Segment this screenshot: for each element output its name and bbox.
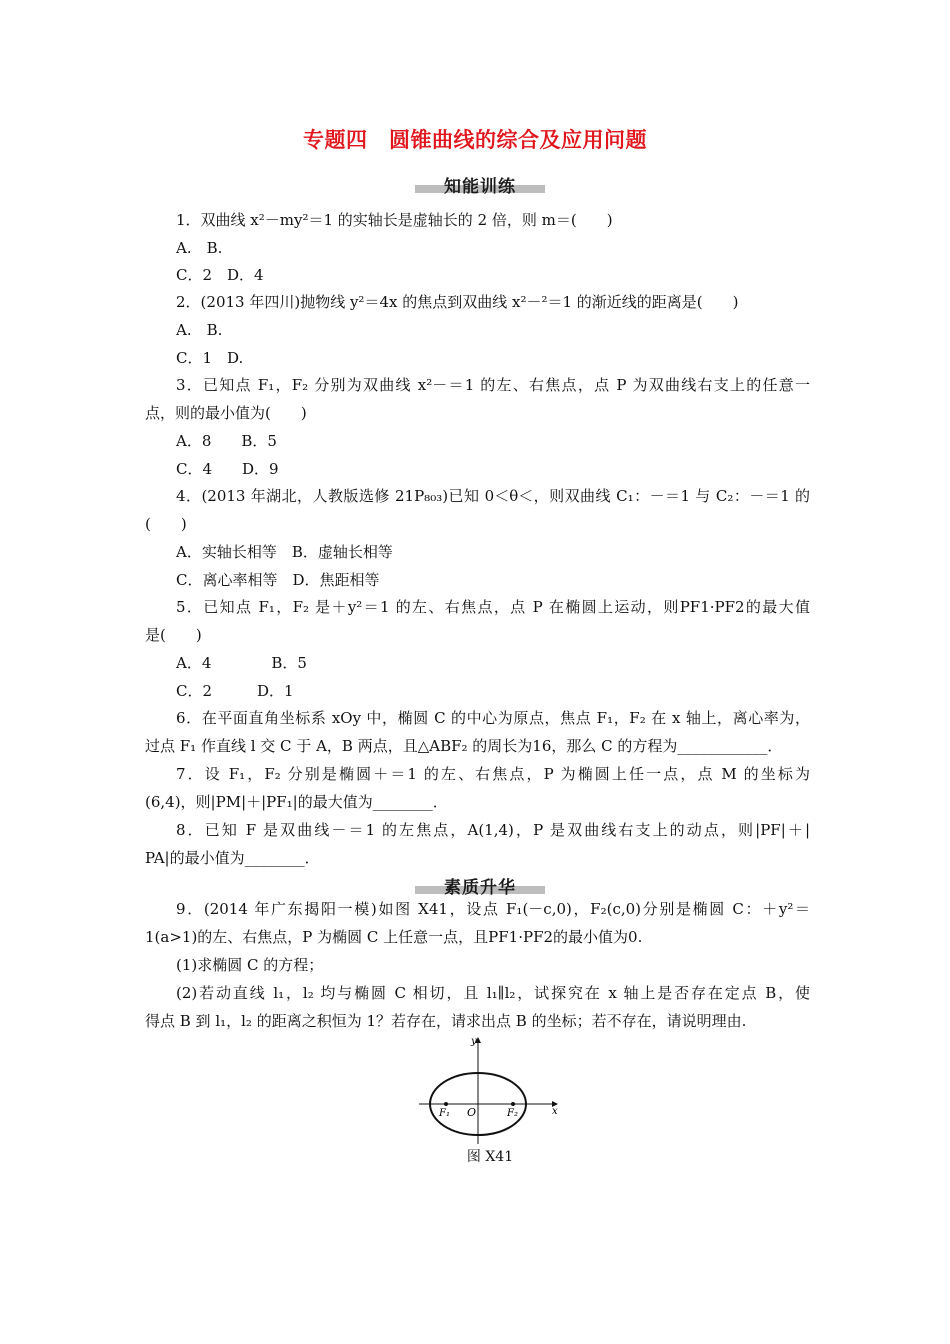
figure-caption: 图 X41 xyxy=(466,1149,514,1165)
q9-stem-line1: 9．(2014 年广东揭阳一模)如图 X41，设点 F₁(－c,0)，F₂(c,0)分别是椭圆 C：＋y²＝ xyxy=(176,900,810,918)
q5-stem-line2: 是( ) xyxy=(145,626,202,644)
q9-stem-line2: 1(a>1)的左、右焦点，P 为椭圆 C 上任意一点，且PF1·PF2的最小值为0. xyxy=(145,928,643,946)
section-banner-advance xyxy=(415,873,545,897)
q9-part2-line2: 得点 B 到 l₁，l₂ 的距离之积恒为 1？若存在，请求出点 B 的坐标；若不存在，请说明理由. xyxy=(145,1012,747,1030)
q3-stem-line1: 3．已知点 F₁，F₂ 分别为双曲线 x²－＝1 的左、右焦点，点 P 为双曲线右支上的任意一 xyxy=(176,376,810,394)
q7-stem-line2: (6,4)，则|PM|＋|PF₁|的最大值为________． xyxy=(145,793,448,811)
q5-stem-line1: 5．已知点 F₁，F₂ 是＋y²＝1 的左、右焦点，点 P 在椭圆上运动，则PF1·PF2的最大值 xyxy=(176,598,810,616)
q2-stem: 2．(2013 年四川)抛物线 y²＝4x 的焦点到双曲线 x²－²＝1 的渐近线的距离是( ) xyxy=(176,293,739,311)
focus-left-label: F₁ xyxy=(439,1108,450,1119)
focus-left-point xyxy=(444,1102,448,1106)
q1-options-ab: A. B. xyxy=(176,239,223,257)
q4-stem-line2: ( ) xyxy=(145,515,187,533)
q3-options-ab: A．8 B．5 xyxy=(176,432,277,450)
page-title: 专题四 圆锥曲线的综合及应用问题 xyxy=(303,128,647,152)
ellipse-figure xyxy=(415,1034,565,1164)
q5-options-cd: C．2 D．1 xyxy=(176,682,294,700)
origin-label: O xyxy=(467,1106,477,1119)
q9-part2-line1: (2)若动直线 l₁，l₂ 均与椭圆 C 相切，且 l₁∥l₂，试探究在 x 轴上是否存在定点 B，使 xyxy=(176,984,810,1002)
banner-text: 知能训练 xyxy=(444,177,516,197)
q3-options-cd: C．4 D．9 xyxy=(176,460,279,478)
x-axis-label: x xyxy=(552,1106,558,1117)
q2-options-cd: C．1 D. xyxy=(176,349,244,367)
q9-part1: (1)求椭圆 C 的方程； xyxy=(176,956,324,974)
q6-stem-line2: 过点 F₁ 作直线 l 交 C 于 A，B 两点，且△ABF₂ 的周长为16，那么 C 的方程为____________． xyxy=(145,737,783,755)
ellipse-diagram xyxy=(415,1034,565,1146)
y-axis-label: y xyxy=(471,1036,477,1047)
q1-stem: 1．双曲线 x²－my²＝1 的实轴长是虚轴长的 2 倍，则 m＝( ) xyxy=(176,211,613,229)
q5-options-ab: A．4 B．5 xyxy=(176,654,307,672)
q4-options-cd: C．离心率相等 D．焦距相等 xyxy=(176,571,380,589)
q2-options-ab: A. B. xyxy=(176,321,223,339)
q7-stem-line1: 7．设 F₁，F₂ 分别是椭圆＋＝1 的左、右焦点，P 为椭圆上任一点，点 M 的坐标为 xyxy=(176,765,810,783)
q8-stem-line1: 8．已知 F 是双曲线－＝1 的左焦点，A(1,4)，P 是双曲线右支上的动点，则|PF|＋| xyxy=(176,821,810,839)
section-banner-training xyxy=(415,172,545,196)
banner-text: 素质升华 xyxy=(444,878,516,898)
q6-stem-line1: 6．在平面直角坐标系 xOy 中，椭圆 C 的中心为原点，焦点 F₁，F₂ 在 x 轴上，离心率为， xyxy=(176,709,810,727)
focus-right-point xyxy=(511,1102,515,1106)
q3-stem-line2: 点，则的最小值为( ) xyxy=(145,404,307,422)
q1-options-cd: C．2 D．4 xyxy=(176,266,264,284)
q4-options-ab: A．实轴长相等 B．虚轴长相等 xyxy=(176,543,393,561)
focus-right-label: F₂ xyxy=(507,1108,518,1119)
q4-stem-line1: 4．(2013 年湖北，人教版选修 21P₈₀₃)已知 0＜θ＜，则双曲线 C₁：－＝1 与 C₂：－＝1 的 xyxy=(176,487,810,505)
q8-stem-line2: PA|的最小值为________． xyxy=(145,849,320,867)
